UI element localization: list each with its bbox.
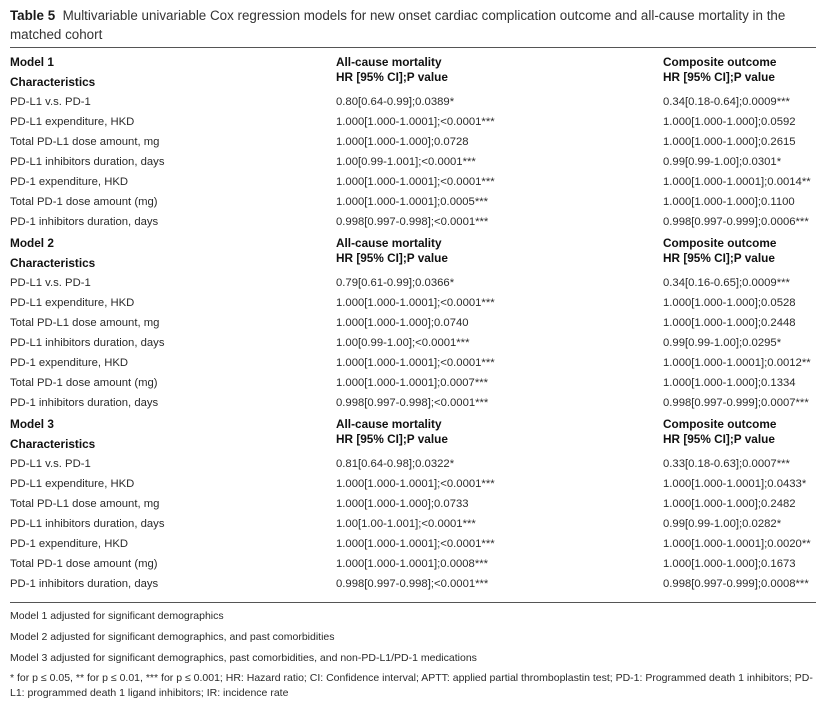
table-row (0, 333, 830, 353)
characteristic-cell: Total PD-L1 dose amount, mg (10, 136, 160, 148)
table-notes (10, 606, 820, 701)
characteristic-cell: PD-L1 inhibitors duration, days (10, 337, 165, 349)
composite-cell: 1.000[1.000-1.000];0.2482 (663, 498, 796, 510)
table-row (0, 273, 830, 293)
mortality-cell: 1.000[1.000-1.0001];<0.0001*** (336, 297, 495, 309)
composite-cell: 0.99[0.99-1.00];0.0295* (663, 337, 782, 349)
characteristic-cell: PD-L1 expenditure, HKD (10, 116, 135, 128)
mortality-cell: 1.000[1.000-1.000];0.0733 (336, 498, 469, 510)
mortality-cell: 1.000[1.000-1.0001];<0.0001*** (336, 478, 495, 490)
characteristic-cell: PD-1 expenditure, HKD (10, 176, 129, 188)
mortality-cell: 1.000[1.000-1.0001];0.0008*** (336, 558, 489, 570)
characteristic-cell: PD-1 expenditure, HKD (10, 357, 129, 369)
model-label: Model 3 (10, 417, 54, 431)
composite-cell: 0.99[0.99-1.00];0.0282* (663, 518, 782, 530)
composite-cell: 1.000[1.000-1.000];0.1334 (663, 377, 796, 389)
mortality-cell: 0.998[0.997-0.998];<0.0001*** (336, 578, 489, 590)
model-block-3 (0, 414, 830, 595)
table-bottom-rule (10, 602, 816, 603)
model-block-2 (0, 233, 830, 414)
table-row (0, 514, 830, 534)
characteristic-cell: PD-1 inhibitors duration, days (10, 216, 159, 228)
table-row (0, 574, 830, 594)
table-caption (10, 6, 816, 44)
composite-cell: 1.000[1.000-1.000];0.2615 (663, 136, 796, 148)
composite-outcome-header: Composite outcome HR [95% CI];P value (663, 55, 777, 84)
composite-cell: 1.000[1.000-1.0001];0.0433* (663, 478, 807, 490)
characteristics-header: Characteristics (10, 437, 96, 451)
table-caption-text: Multivariable univariable Cox regression models for new onset cardiac complication outcome and all-cause mortality in the matched cohort (10, 8, 786, 42)
characteristics-header: Characteristics (10, 75, 96, 89)
mortality-cell: 0.80[0.64-0.99];0.0389* (336, 96, 455, 108)
table-row (0, 454, 830, 474)
characteristic-cell: PD-1 inhibitors duration, days (10, 578, 159, 590)
composite-cell: 0.34[0.18-0.64];0.0009*** (663, 96, 790, 108)
table-row (0, 393, 830, 413)
model-2-note: Model 2 adjusted for significant demographics, and past comorbidities (10, 631, 335, 643)
composite-cell: 0.33[0.18-0.63];0.0007*** (663, 458, 790, 470)
mortality-cell: 1.000[1.000-1.0001];<0.0001*** (336, 116, 495, 128)
mortality-cell: 1.000[1.000-1.0001];0.0005*** (336, 196, 489, 208)
model-1-note: Model 1 adjusted for significant demographics (10, 610, 224, 622)
composite-cell: 0.998[0.997-0.999];0.0007*** (663, 397, 809, 409)
composite-cell: 0.99[0.99-1.00];0.0301* (663, 156, 782, 168)
all-cause-mortality-header: All-cause mortality HR [95% CI];P value (336, 55, 448, 84)
mortality-cell: 0.79[0.61-0.99];0.0366* (336, 277, 455, 289)
characteristic-cell: Total PD-1 dose amount (mg) (10, 377, 158, 389)
model-3-note: Model 3 adjusted for significant demographics, past comorbidities, and non-PD-L1/PD-1 medications (10, 652, 477, 664)
characteristic-cell: PD-L1 v.s. PD-1 (10, 458, 91, 470)
composite-cell: 0.998[0.997-0.999];0.0008*** (663, 578, 809, 590)
table-row (0, 152, 830, 172)
characteristic-cell: PD-L1 v.s. PD-1 (10, 277, 91, 289)
model-label: Model 1 (10, 55, 54, 69)
characteristic-cell: PD-L1 inhibitors duration, days (10, 156, 165, 168)
mortality-cell: 1.000[1.000-1.0001];<0.0001*** (336, 357, 495, 369)
all-cause-mortality-header: All-cause mortality HR [95% CI];P value (336, 236, 448, 265)
table-label: Table 5 (10, 8, 56, 23)
composite-cell: 1.000[1.000-1.000];0.0592 (663, 116, 796, 128)
composite-cell: 1.000[1.000-1.000];0.2448 (663, 317, 796, 329)
table-row (0, 112, 830, 132)
mortality-cell: 1.000[1.000-1.000];0.0728 (336, 136, 469, 148)
mortality-cell: 1.00[0.99-1.001];<0.0001*** (336, 156, 476, 168)
model-block-1 (0, 52, 830, 233)
characteristic-cell: PD-L1 v.s. PD-1 (10, 96, 91, 108)
mortality-cell: 0.998[0.997-0.998];<0.0001*** (336, 397, 489, 409)
mortality-cell: 1.000[1.000-1.0001];<0.0001*** (336, 176, 495, 188)
composite-cell: 1.000[1.000-1.0001];0.0014** (663, 176, 811, 188)
table-row (0, 554, 830, 574)
mortality-cell: 1.00[0.99-1.00];<0.0001*** (336, 337, 470, 349)
abbreviations-footnote: * for p ≤ 0.05, ** for p ≤ 0.01, *** for p ≤ 0.001; HR: Hazard ratio; CI: Confidence interval; APTT: applied partial thromboplastin test; PD-1: Programmed death 1 inhibitors; PD-L1: programmed death 1 ligand inhibitors; IR: incidence rate (10, 672, 813, 699)
characteristic-cell: PD-1 expenditure, HKD (10, 538, 129, 550)
composite-cell: 1.000[1.000-1.000];0.0528 (663, 297, 796, 309)
composite-cell: 0.998[0.997-0.999];0.0006*** (663, 216, 809, 228)
table-row (0, 92, 830, 112)
characteristic-cell: PD-L1 expenditure, HKD (10, 478, 135, 490)
table-row (0, 192, 830, 212)
characteristic-cell: Total PD-L1 dose amount, mg (10, 317, 160, 329)
table-row (0, 494, 830, 514)
table-row (0, 132, 830, 152)
table-row (0, 212, 830, 232)
characteristic-cell: PD-1 inhibitors duration, days (10, 397, 159, 409)
composite-outcome-header: Composite outcome HR [95% CI];P value (663, 417, 777, 446)
characteristics-header: Characteristics (10, 256, 96, 270)
mortality-cell: 0.81[0.64-0.98];0.0322* (336, 458, 455, 470)
model-label: Model 2 (10, 236, 54, 250)
mortality-cell: 0.998[0.997-0.998];<0.0001*** (336, 216, 489, 228)
composite-cell: 1.000[1.000-1.000];0.1673 (663, 558, 796, 570)
table-row (0, 474, 830, 494)
mortality-cell: 1.000[1.000-1.0001];<0.0001*** (336, 538, 495, 550)
composite-cell: 1.000[1.000-1.0001];0.0020** (663, 538, 811, 550)
table-row (0, 373, 830, 393)
composite-cell: 1.000[1.000-1.000];0.1100 (663, 196, 795, 208)
mortality-cell: 1.000[1.000-1.0001];0.0007*** (336, 377, 489, 389)
table-row (0, 313, 830, 333)
characteristic-cell: Total PD-1 dose amount (mg) (10, 558, 158, 570)
mortality-cell: 1.00[1.00-1.001];<0.0001*** (336, 518, 476, 530)
characteristic-cell: PD-L1 inhibitors duration, days (10, 518, 165, 530)
mortality-cell: 1.000[1.000-1.000];0.0740 (336, 317, 469, 329)
composite-cell: 0.34[0.16-0.65];0.0009*** (663, 277, 790, 289)
table-row (0, 353, 830, 373)
composite-outcome-header: Composite outcome HR [95% CI];P value (663, 236, 777, 265)
all-cause-mortality-header: All-cause mortality HR [95% CI];P value (336, 417, 448, 446)
characteristic-cell: Total PD-1 dose amount (mg) (10, 196, 158, 208)
table-row (0, 534, 830, 554)
characteristic-cell: PD-L1 expenditure, HKD (10, 297, 135, 309)
composite-cell: 1.000[1.000-1.0001];0.0012** (663, 357, 811, 369)
table-row (0, 172, 830, 192)
table-top-rule (10, 47, 816, 48)
regression-table (0, 52, 830, 595)
table-row (0, 293, 830, 313)
characteristic-cell: Total PD-L1 dose amount, mg (10, 498, 160, 510)
